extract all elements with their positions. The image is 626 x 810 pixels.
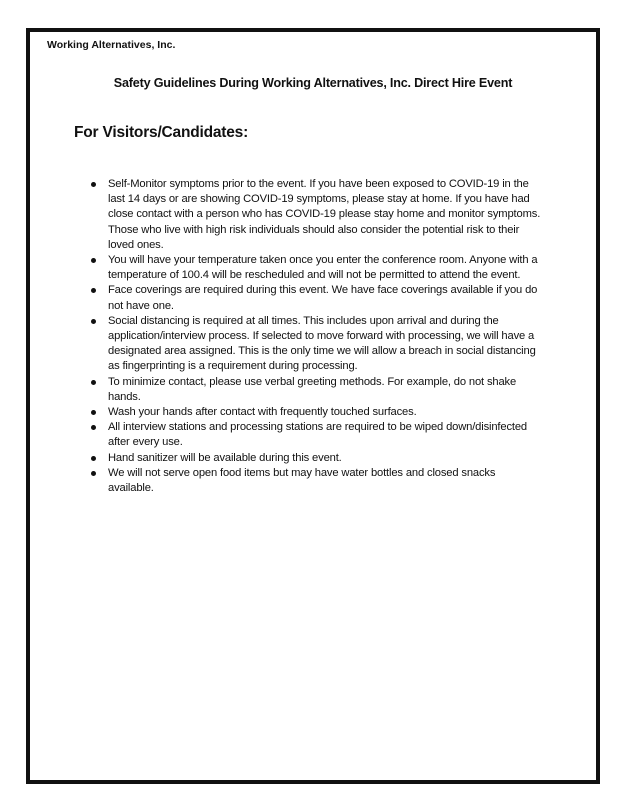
guideline-item bbox=[74, 451, 544, 466]
bullet-icon bbox=[91, 471, 96, 476]
section-heading: For Visitors/Candidates: bbox=[74, 124, 249, 141]
guideline-item bbox=[74, 177, 544, 253]
guideline-text: You will have your temperature taken once you enter the conference room. Anyone with a temperature of 100.4 will be rescheduled and will not be permitted to attend the event. bbox=[108, 254, 538, 282]
guideline-text: Social distancing is required at all times. This includes upon arrival and during the application/interview process. If selected to move forward with processing, we will have a designated area assigned. This is the only time we will allow a breach in social distancing as fingerprinting is a requirement during processing. bbox=[108, 314, 536, 373]
guideline-item bbox=[74, 405, 544, 420]
bullet-icon bbox=[91, 319, 96, 324]
guideline-item bbox=[74, 375, 544, 405]
guideline-text: Wash your hands after contact with frequently touched surfaces. bbox=[108, 406, 417, 419]
guideline-text: Hand sanitizer will be available during this event. bbox=[108, 451, 342, 464]
company-header: Working Alternatives, Inc. bbox=[47, 39, 176, 51]
guidelines-list bbox=[74, 177, 544, 496]
guideline-text: Self-Monitor symptoms prior to the event. If you have been exposed to COVID-19 in the last 14 days or are showing COVID-19 symptoms, please stay at home. If you have had close contact with a person who has COVID-19 please stay home and monitor symptoms. Those who live with high risk individuals should also consider the potential risk to their loved ones. bbox=[108, 178, 541, 251]
guideline-text: To minimize contact, please use verbal greeting methods. For example, do not shake hands. bbox=[108, 375, 517, 403]
guideline-item bbox=[74, 253, 544, 283]
guideline-item bbox=[74, 466, 544, 496]
bullet-icon bbox=[91, 182, 96, 187]
guideline-text: We will not serve open food items but may have water bottles and closed snacks available. bbox=[108, 466, 496, 495]
guideline-item bbox=[74, 283, 544, 313]
bullet-icon bbox=[91, 456, 96, 461]
bullet-icon bbox=[91, 410, 96, 415]
bullet-icon bbox=[91, 380, 96, 385]
bullet-icon bbox=[91, 258, 96, 263]
bullet-icon bbox=[91, 288, 96, 293]
document-title: Safety Guidelines During Working Alternatives, Inc. Direct Hire Event bbox=[113, 76, 513, 90]
guideline-text: All interview stations and processing stations are required to be wiped down/disinfected after every use. bbox=[108, 421, 528, 449]
guideline-text: Face coverings are required during this event. We have face coverings available if you do not have one. bbox=[108, 284, 538, 312]
guideline-item bbox=[74, 314, 544, 375]
guideline-item bbox=[74, 420, 544, 450]
bullet-icon bbox=[91, 425, 96, 430]
